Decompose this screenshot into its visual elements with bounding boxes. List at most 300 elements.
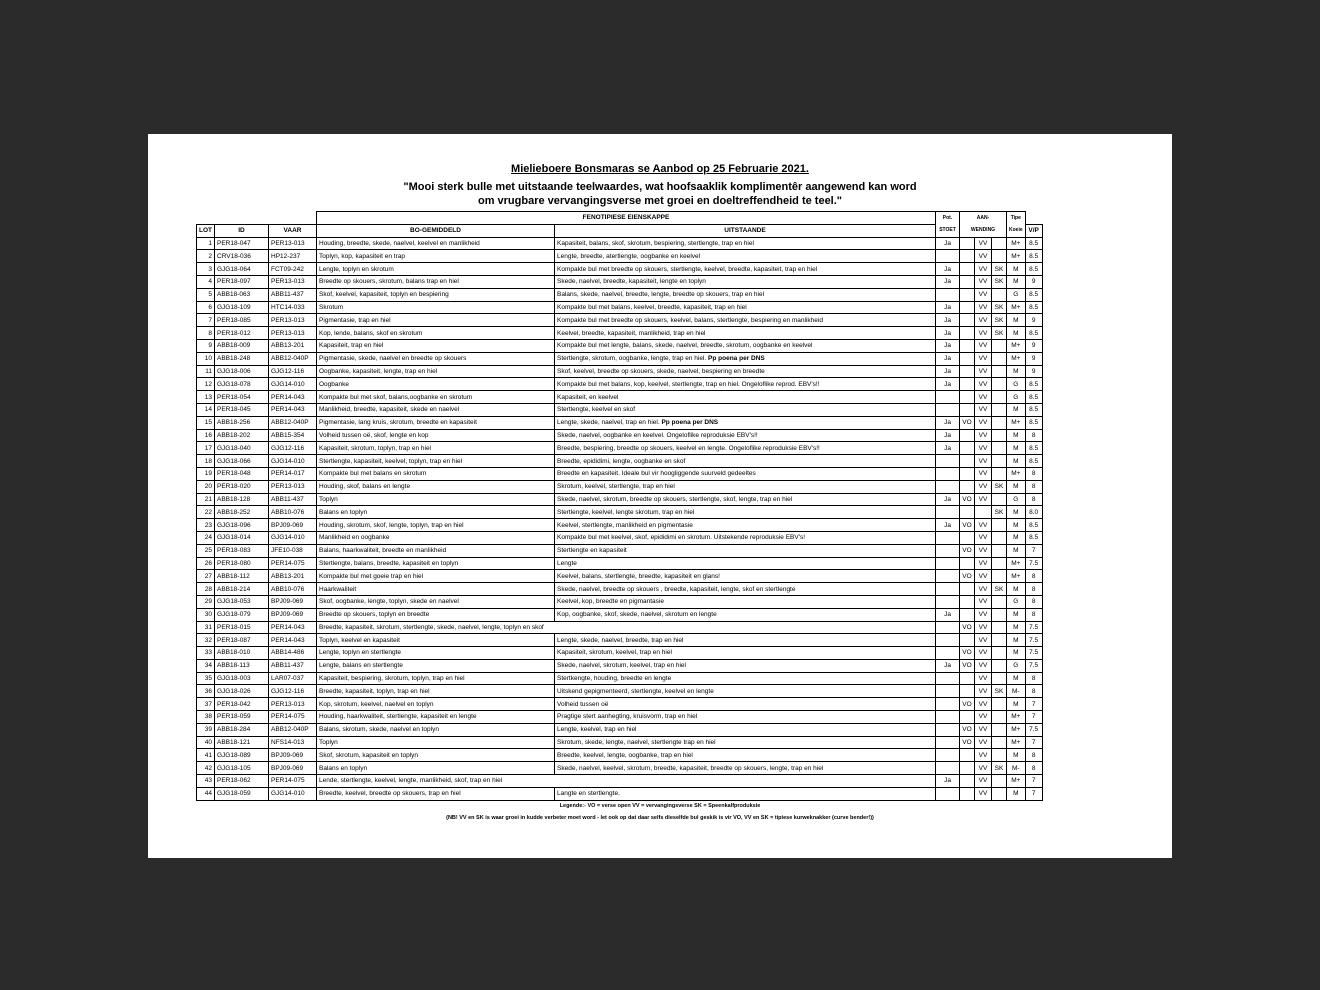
vv-cell: VV (975, 531, 992, 544)
vaar-cell: GJG14-010 (269, 787, 317, 800)
uit-cell: Skof, keelvel, breedte op skouers, skede, naelvel, bespiering en breedte (555, 365, 936, 378)
vaar-cell: PER14-043 (269, 634, 317, 647)
vaar-cell: PER13-013 (269, 237, 317, 250)
uit-cell: Lengte, skede, naelvel, breedte, trap en hiel (555, 634, 936, 647)
col-vp: V/P (1025, 224, 1042, 237)
id-cell: GJG18-066 (215, 455, 269, 468)
vo-cell (960, 711, 975, 724)
id-cell: PER18-083 (215, 544, 269, 557)
bo-cell: Breedte op skouers, toplyn en breedte (317, 608, 555, 621)
id-cell: ABB18-113 (215, 659, 269, 672)
document-title: Mielieboere Bonsmaras se Aanbod op 25 Februarie 2021. (511, 163, 809, 175)
sk-cell (992, 570, 1007, 583)
pot-cell (936, 403, 960, 416)
vv-cell: VV (975, 455, 992, 468)
table-row (197, 391, 1043, 404)
sk-cell (992, 557, 1007, 570)
vaar-cell: PER14-043 (269, 391, 317, 404)
table-row (197, 429, 1043, 442)
bo-cell: Skof, skrotum, kapasiteit en toplyn (317, 749, 555, 762)
vp-cell: 9 (1025, 352, 1042, 365)
vp-cell: 8 (1025, 429, 1042, 442)
sk-cell (992, 672, 1007, 685)
uit-cell: Langte en stertlengte. (555, 787, 936, 800)
uit-cell: Balans, skede, naelvel, breedte, lengte, breedte op skouers, trap en hiel (555, 288, 936, 301)
id-cell: GJG18-014 (215, 531, 269, 544)
vaar-cell: BPJ09-069 (269, 749, 317, 762)
uit-cell: Keelvel, stertlengte, manlikheid en pigmentasie (555, 519, 936, 532)
uit-cell: Kapasiteit, skrotum, keelvel, trap en hiel (555, 647, 936, 660)
tipe-cell: M+ (1007, 416, 1026, 429)
vv-cell: VV (975, 365, 992, 378)
id-cell: PER18-059 (215, 711, 269, 724)
table-row (197, 250, 1043, 263)
vo-cell (960, 288, 975, 301)
vaar-cell: ABB12-040P (269, 352, 317, 365)
pot-cell: Ja (936, 339, 960, 352)
vo-cell (960, 531, 975, 544)
vaar-cell: GJG14-010 (269, 531, 317, 544)
bo-cell: Houding, breedte, skede, naelvel, keelvel en manlikheid (317, 237, 555, 250)
bo-cell: Houding, skof, balans en lengte (317, 480, 555, 493)
sk-cell: SK (992, 314, 1007, 327)
table-row (197, 787, 1043, 800)
tipe-cell: G (1007, 391, 1026, 404)
id-cell: PER18-085 (215, 314, 269, 327)
vv-cell: VV (975, 352, 992, 365)
pot-cell (936, 672, 960, 685)
id-cell: CRV18-036 (215, 250, 269, 263)
uit-cell: Lengte (555, 557, 936, 570)
pot-cell (936, 391, 960, 404)
vo-cell: VO (960, 698, 975, 711)
vo-cell (960, 327, 975, 340)
table-row (197, 698, 1043, 711)
vo-cell (960, 480, 975, 493)
id-cell: ABB18-284 (215, 723, 269, 736)
table-row (197, 621, 1043, 634)
lot-cell: 8 (197, 327, 215, 340)
table-row (197, 583, 1043, 596)
tipe-cell: M (1007, 263, 1026, 276)
table-body (197, 237, 1043, 800)
vp-cell: 8.5 (1025, 403, 1042, 416)
bo-cell: Skrotum (317, 301, 555, 314)
pot-cell (936, 480, 960, 493)
pot-cell: Ja (936, 378, 960, 391)
bo-cell: Kapasiteit, skrotum, toplyn, trap en hiel (317, 442, 555, 455)
lot-cell: 31 (197, 621, 215, 634)
id-cell: PER18-012 (215, 327, 269, 340)
id-cell: GJG18-006 (215, 365, 269, 378)
bo-cell: Toplyn, keelvel en kapasiteit (317, 634, 555, 647)
vo-cell: VO (960, 519, 975, 532)
uit-cell: Stertkengte, houding, breedte en lengte (555, 672, 936, 685)
vo-cell: VO (960, 493, 975, 506)
bo-cell: Lengte, balans en stertlengte (317, 659, 555, 672)
table-row (197, 480, 1043, 493)
bo-cell: Manlikheid, breedte, kapasiteit, skede en naelvel (317, 403, 555, 416)
vaar-cell: PER14-075 (269, 557, 317, 570)
tipe-cell: M (1007, 787, 1026, 800)
col-vaar: VAAR (269, 224, 317, 237)
uit-cell: Stertlengte, keelvel, lengte skrotum, trap en hiel (555, 506, 936, 519)
vp-cell: 8.5 (1025, 455, 1042, 468)
vv-cell: VV (975, 391, 992, 404)
table-row (197, 339, 1043, 352)
pot-cell (936, 506, 960, 519)
lot-cell: 32 (197, 634, 215, 647)
vp-cell: 7 (1025, 544, 1042, 557)
sk-cell (992, 237, 1007, 250)
vaar-cell: GJG12-116 (269, 365, 317, 378)
table-row (197, 378, 1043, 391)
vv-cell: VV (975, 275, 992, 288)
vp-cell: 7.5 (1025, 634, 1042, 647)
table-row (197, 711, 1043, 724)
tipe-cell: M+ (1007, 250, 1026, 263)
uit-cell: Stertlengte en kapasiteit (555, 544, 936, 557)
tipe-cell: M+ (1007, 557, 1026, 570)
sk-cell: SK (992, 275, 1007, 288)
id-cell: ABB18-121 (215, 736, 269, 749)
sk-cell: SK (992, 327, 1007, 340)
vo-cell (960, 429, 975, 442)
pot-cell (936, 685, 960, 698)
vv-cell: VV (975, 442, 992, 455)
bo-cell: Haarkwaliteit (317, 583, 555, 596)
sk-cell (992, 544, 1007, 557)
sk-cell: SK (992, 762, 1007, 775)
tipe-cell: G (1007, 595, 1026, 608)
vo-cell (960, 275, 975, 288)
col-lot: LOT (197, 224, 215, 237)
sk-cell (992, 429, 1007, 442)
vo-cell (960, 250, 975, 263)
pot-cell (936, 736, 960, 749)
bull-table (196, 211, 1043, 801)
bo-cell: Stertlengte, kapasiteit, keelvel, toplyn, trap en hiel (317, 455, 555, 468)
lot-cell: 20 (197, 480, 215, 493)
vo-cell (960, 442, 975, 455)
lot-cell: 43 (197, 775, 215, 788)
table-row (197, 531, 1043, 544)
vp-cell: 7 (1025, 775, 1042, 788)
bo-cell: Breedte, kapasiteit, skrotum, stertlengte, skede, naelvel, lengte, toplyn en skof (317, 621, 555, 634)
uit-cell (555, 775, 936, 788)
vv-cell (975, 506, 992, 519)
uit-cell: Uitskend gepigmenteerd, stertlengte, keelvel en lengte (555, 685, 936, 698)
vp-cell: 8 (1025, 493, 1042, 506)
tipe-cell: M+ (1007, 775, 1026, 788)
vaar-cell: GJG14-010 (269, 455, 317, 468)
vo-cell: VO (960, 621, 975, 634)
tipe-cell: M (1007, 672, 1026, 685)
vaar-cell: BPJ09-069 (269, 608, 317, 621)
pot-cell (936, 787, 960, 800)
id-cell: PER18-015 (215, 621, 269, 634)
pot-cell (936, 749, 960, 762)
vp-cell: 8 (1025, 570, 1042, 583)
bo-cell: Breedte, kapasiteit, toplyn, trap en hiel (317, 685, 555, 698)
sk-cell (992, 659, 1007, 672)
tipe-cell: M (1007, 749, 1026, 762)
vaar-cell: NFS14-013 (269, 736, 317, 749)
tipe-cell: M (1007, 621, 1026, 634)
vo-cell: VO (960, 659, 975, 672)
id-cell: ABB18-248 (215, 352, 269, 365)
vv-cell: VV (975, 288, 992, 301)
quote-line-1: "Mooi sterk bulle met uitstaande teelwaardes, wat hoofsaaklik komplimentêr aangewend kan word (403, 181, 917, 193)
lot-cell: 9 (197, 339, 215, 352)
table-row (197, 544, 1043, 557)
sk-cell (992, 352, 1007, 365)
vp-cell: 8.5 (1025, 301, 1042, 314)
uit-cell: Skede, naelvel, skrotum, keelvel, trap en hiel (555, 659, 936, 672)
vv-cell: VV (975, 762, 992, 775)
table-row (197, 672, 1043, 685)
sk-cell: SK (992, 685, 1007, 698)
pot-cell: Ja (936, 327, 960, 340)
vaar-cell: BPJ09-069 (269, 762, 317, 775)
vv-cell: VV (975, 493, 992, 506)
sk-cell (992, 493, 1007, 506)
vaar-cell: PER13-013 (269, 275, 317, 288)
vaar-cell: PER14-043 (269, 621, 317, 634)
vo-cell: VO (960, 723, 975, 736)
uit-cell: Keelvel, breedte, kapasiteit, manlikheid, trap en hiel (555, 327, 936, 340)
sk-cell (992, 595, 1007, 608)
sk-cell (992, 647, 1007, 660)
lot-cell: 6 (197, 301, 215, 314)
vv-cell: VV (975, 647, 992, 660)
lot-cell: 12 (197, 378, 215, 391)
vp-cell: 8.5 (1025, 237, 1042, 250)
vp-cell: 8.5 (1025, 416, 1042, 429)
vp-cell: 8 (1025, 672, 1042, 685)
vv-cell: VV (975, 698, 992, 711)
vv-cell: VV (975, 787, 992, 800)
lot-cell: 41 (197, 749, 215, 762)
uit-cell: Kompakte bul met balans, kop, keelvel, stertlengte, trap en hiel. Ongeloflike reprod. EBV's!! (555, 378, 936, 391)
tipe-cell: G (1007, 378, 1026, 391)
vo-cell (960, 352, 975, 365)
group-header: FENOTIPIESE EIENSKAPPE (317, 212, 936, 225)
uit-cell: Stertlengte, keelvel en skof (555, 403, 936, 416)
bo-cell: Breedte, keelvel, breedte op skouers, trap en hiel (317, 787, 555, 800)
lot-cell: 21 (197, 493, 215, 506)
sk-cell (992, 608, 1007, 621)
lot-cell: 22 (197, 506, 215, 519)
uit-cell: Kapasiteit, balans, skof, skrotum, bespiering, stertlengte, trap en hiel (555, 237, 936, 250)
id-cell: ABB18-252 (215, 506, 269, 519)
pot-cell (936, 647, 960, 660)
vv-cell: VV (975, 250, 992, 263)
table-row (197, 263, 1043, 276)
vaar-cell: GJG12-116 (269, 442, 317, 455)
bo-cell: Lengte, toplyn en skrotum (317, 263, 555, 276)
sk-cell (992, 365, 1007, 378)
vo-cell (960, 365, 975, 378)
tipe-cell: M (1007, 314, 1026, 327)
table-row (197, 275, 1043, 288)
vaar-cell: GJG14-010 (269, 378, 317, 391)
id-cell: GJG18-026 (215, 685, 269, 698)
uit-cell (555, 621, 936, 634)
sk-cell (992, 736, 1007, 749)
vo-cell: VO (960, 736, 975, 749)
vaar-cell: PER13-013 (269, 480, 317, 493)
pot-cell (936, 711, 960, 724)
vaar-cell: ABB11-437 (269, 493, 317, 506)
uit-cell: Lengte, breedte, atertlengte, oogbanke en keelvel (555, 250, 936, 263)
tipe-cell: M (1007, 506, 1026, 519)
vaar-cell: PER13-013 (269, 327, 317, 340)
vp-cell: 9 (1025, 365, 1042, 378)
id-cell: ABB18-009 (215, 339, 269, 352)
uit-cell: Skede, naelvel, keelvel, skrotum, breedte, kapasiteit, breedte op skouers, lengte, trap en hiel (555, 762, 936, 775)
tipe-cell: M+ (1007, 570, 1026, 583)
tipe-cell: M+ (1007, 711, 1026, 724)
tipe-cell: M (1007, 583, 1026, 596)
sk-cell (992, 711, 1007, 724)
id-cell: GJG18-040 (215, 442, 269, 455)
lot-cell: 19 (197, 467, 215, 480)
sk-cell (992, 723, 1007, 736)
uit-cell: Skrotum, skede, lengte, naelvel, stertlengte trap en hiel (555, 736, 936, 749)
table-row (197, 595, 1043, 608)
pot-cell (936, 531, 960, 544)
table-row (197, 301, 1043, 314)
pot-cell (936, 634, 960, 647)
vo-cell (960, 314, 975, 327)
lot-cell: 10 (197, 352, 215, 365)
vp-cell: 8.5 (1025, 378, 1042, 391)
vp-cell: 8 (1025, 583, 1042, 596)
bo-cell: Lende, stertlengte, keelvel, lengte, manlikheid, skof, trap en hiel (317, 775, 555, 788)
vaar-cell: PER14-017 (269, 467, 317, 480)
table-row (197, 365, 1043, 378)
uit-cell: Volheid tussen oë (555, 698, 936, 711)
table-row (197, 506, 1043, 519)
vp-cell: 7 (1025, 698, 1042, 711)
vv-cell: VV (975, 378, 992, 391)
bo-cell: Toplyn (317, 493, 555, 506)
bo-cell: Kapasiteit, trap en hiel (317, 339, 555, 352)
uit-cell: Skede, naelvel, skrotum, breedte op skouers, stertlengte, skof, lengte, trap en hiel (555, 493, 936, 506)
vv-cell: VV (975, 480, 992, 493)
sk-cell (992, 634, 1007, 647)
uit-cell: Pragtige stert aanhegting, kruisvorm, trap en hiel (555, 711, 936, 724)
table-row (197, 659, 1043, 672)
tipe-cell: M (1007, 365, 1026, 378)
id-cell: ABB18-256 (215, 416, 269, 429)
vo-cell: VO (960, 544, 975, 557)
pot-cell: Ja (936, 429, 960, 442)
vp-cell: 8 (1025, 595, 1042, 608)
vaar-cell: BPJ09-069 (269, 519, 317, 532)
vp-cell: 8.5 (1025, 263, 1042, 276)
lot-cell: 7 (197, 314, 215, 327)
table-row (197, 416, 1043, 429)
col-uitstaande: UITSTAANDE (555, 224, 936, 237)
vo-cell (960, 391, 975, 404)
tipe-cell: M (1007, 698, 1026, 711)
vo-cell (960, 339, 975, 352)
id-cell: PER18-045 (215, 403, 269, 416)
bo-cell: Manlikheid en oogbanke (317, 531, 555, 544)
vp-cell: 7 (1025, 711, 1042, 724)
id-cell: PER18-054 (215, 391, 269, 404)
lot-cell: 29 (197, 595, 215, 608)
table-row (197, 493, 1043, 506)
lot-cell: 34 (197, 659, 215, 672)
bo-cell: Pigmentasie, lang kruis, skrotum, breedte en kapasiteit (317, 416, 555, 429)
id-cell: GJG18-053 (215, 595, 269, 608)
pot-cell: Ja (936, 314, 960, 327)
id-cell: GJG18-079 (215, 608, 269, 621)
pot-cell (936, 250, 960, 263)
lot-cell: 23 (197, 519, 215, 532)
vaar-cell: PER14-075 (269, 775, 317, 788)
table-row (197, 327, 1043, 340)
vaar-cell: PER14-043 (269, 403, 317, 416)
tipe-cell: M+ (1007, 736, 1026, 749)
lot-cell: 33 (197, 647, 215, 660)
table-row (197, 762, 1043, 775)
tipe-cell: M+ (1007, 237, 1026, 250)
uit-cell: Kapasiteit, en keelvel (555, 391, 936, 404)
vaar-cell: ABB12-040P (269, 416, 317, 429)
id-cell: ABB18-112 (215, 570, 269, 583)
table-row (197, 685, 1043, 698)
vaar-cell: ABB15-354 (269, 429, 317, 442)
sk-cell: SK (992, 583, 1007, 596)
lot-cell: 16 (197, 429, 215, 442)
vp-cell: 7.5 (1025, 557, 1042, 570)
lot-cell: 4 (197, 275, 215, 288)
sk-cell: SK (992, 301, 1007, 314)
sk-cell (992, 416, 1007, 429)
lot-cell: 38 (197, 711, 215, 724)
pot-header-bottom: STOET (936, 224, 960, 237)
vp-cell: 7 (1025, 787, 1042, 800)
uit-cell: Stertlengte, skrotum, oogbanke, lengte, trap en hiel. Pp poena per DNS (555, 352, 936, 365)
bo-cell: Breedte op skouers, skrotum, balans trap en hiel (317, 275, 555, 288)
bo-cell: Kop, lende, balans, skof en skrotum (317, 327, 555, 340)
sk-cell: SK (992, 263, 1007, 276)
id-cell: GJG18-096 (215, 519, 269, 532)
table-row (197, 634, 1043, 647)
vv-cell: VV (975, 263, 992, 276)
table-row (197, 442, 1043, 455)
lot-cell: 13 (197, 391, 215, 404)
tipe-cell: G (1007, 288, 1026, 301)
id-cell: GJG18-059 (215, 787, 269, 800)
tipe-cell: G (1007, 493, 1026, 506)
id-cell: ABB18-010 (215, 647, 269, 660)
vp-cell: 8.5 (1025, 250, 1042, 263)
tipe-cell: M (1007, 455, 1026, 468)
vp-cell: 9 (1025, 339, 1042, 352)
lot-cell: 30 (197, 608, 215, 621)
vv-cell: VV (975, 557, 992, 570)
uit-cell: Skrotum, keelvel, stertlengte, trap en hiel (555, 480, 936, 493)
pot-cell: Ja (936, 275, 960, 288)
tipe-cell: M (1007, 634, 1026, 647)
bo-cell: Toplyn, kop, kapasiteit en trap (317, 250, 555, 263)
vo-cell: VO (960, 416, 975, 429)
